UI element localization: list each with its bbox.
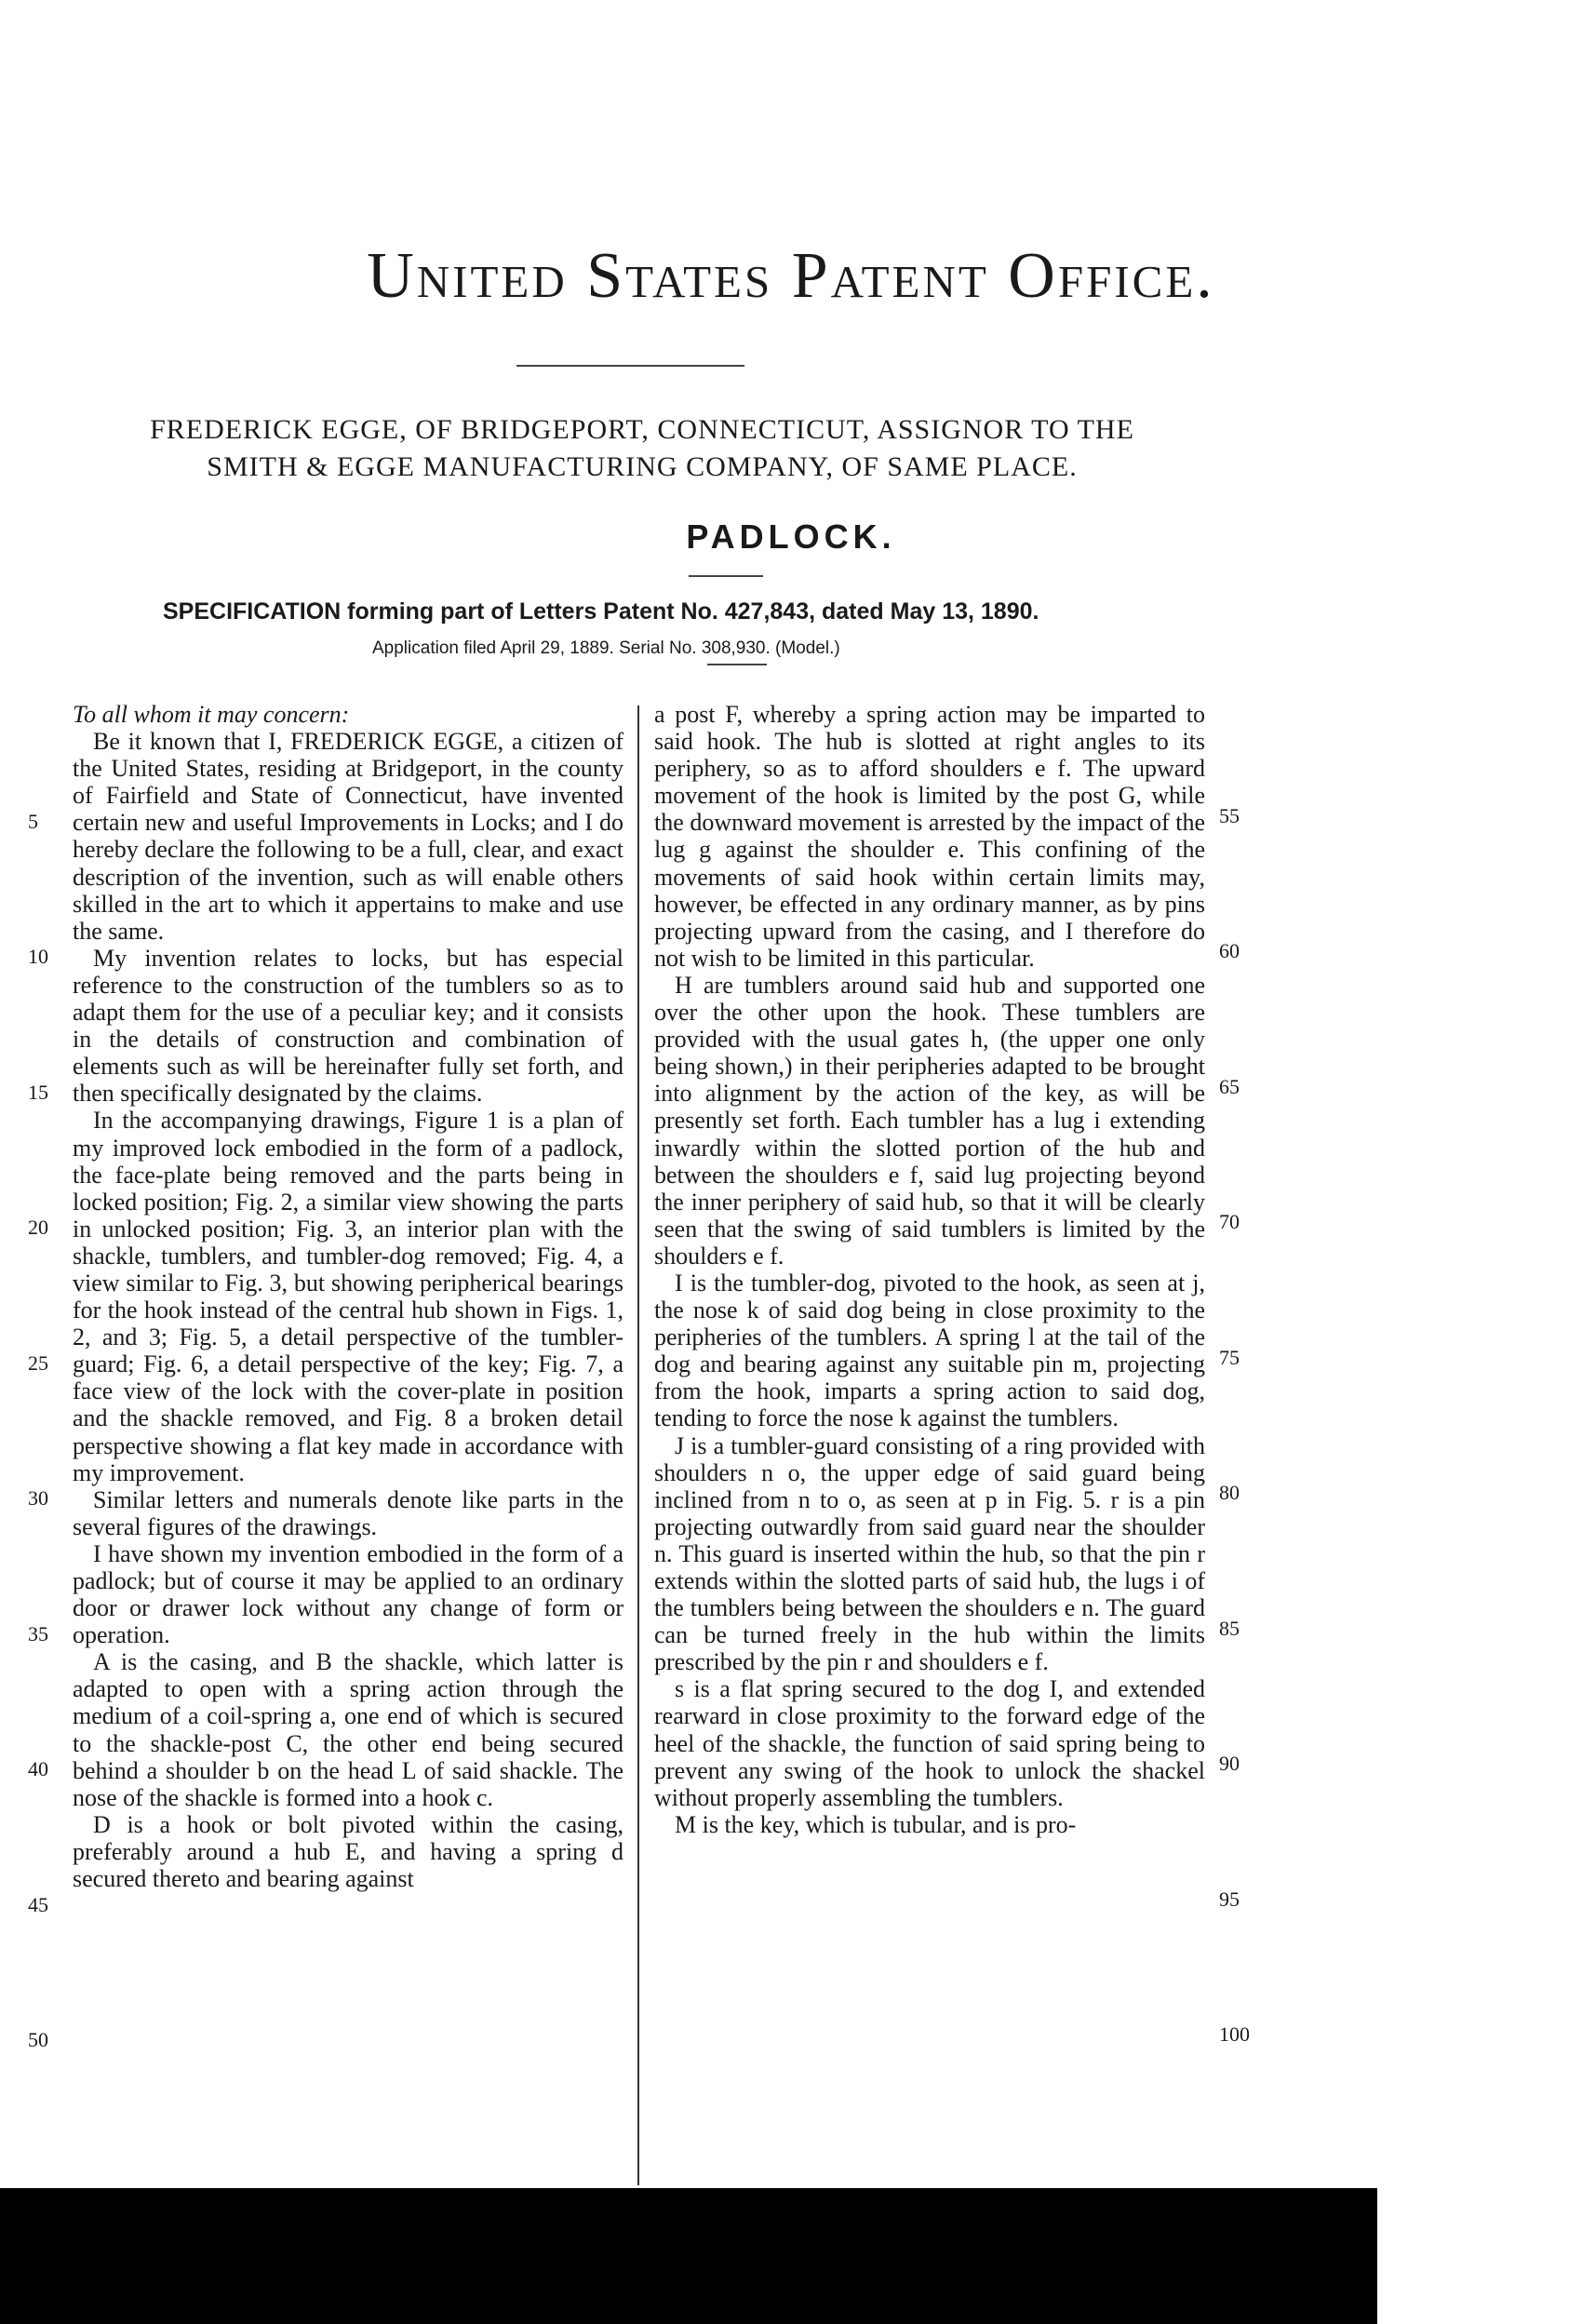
paragraph: I is the tumbler-dog, pivoted to the hook, as seen at j, the nose k of said dog being in close proximity to the peripheries of the tumblers. A spring l at the tail of the dog and bearing against any suitable pin m, projecting from the hook, imparts a spring action to said dog, tending to force the nose k against the tumblers. (654, 1269, 1205, 1432)
line-number: 20 (28, 1216, 48, 1239)
line-number: 5 (28, 810, 38, 833)
title-rule (689, 575, 763, 577)
paragraph: A is the casing, and B the shackle, which latter is adapted to open with a spring action through the medium of a coil-spring a, one end of which is secured to the shackle-post C, the other end being secured behind a shoulder b on the head L of said shackle. The nose of the shackle is formed into a hook c. (73, 1648, 623, 1811)
line-number: 15 (28, 1081, 48, 1104)
office-title: United States Patent Office. (367, 240, 1215, 312)
right-column (654, 701, 1205, 1838)
inventor-line-1: FREDERICK EGGE, OF BRIDGEPORT, CONNECTICUT, ASSIGNOR TO THE (150, 414, 1134, 445)
line-number: 70 (1219, 1210, 1240, 1233)
line-number: 80 (1219, 1481, 1240, 1504)
line-number: 55 (1219, 804, 1240, 827)
paragraph: My invention relates to locks, but has especial reference to the construction of the tumblers so as to adapt them for the use of a peculiar key; and it consists in the details of construction and combination of elements such as will be hereinafter fully set forth, and then specifically designated by the claims. (73, 944, 623, 1108)
paragraph: H are tumblers around said hub and supported one over the other upon the hook. These tumblers are provided with the usual gates h, (the upper one only being shown,) in their peripheries adapted to be brought into alignment by the action of the key, as will be presently set forth. Each tumbler has a lug i extending inwardly within the slotted portion of the hub and between the shoulders e f, said lug projecting beyond the inner periphery of said hub, so that it will be clearly seen that the swing of said tumblers is limited by the shoulders e f. (654, 971, 1205, 1269)
line-number: 90 (1219, 1752, 1240, 1775)
paragraph: Be it known that I, FREDERICK EGGE, a citizen of the United States, residing at Bridgeport, in the county of Fairfield and State of Connecticut, have invented certain new and useful Improvements in Locks; and I do hereby declare the following to be a full, clear, and exact description of the invention, such as will enable others skilled in the art to which it appertains to make and use the same. (73, 728, 623, 945)
line-number: 40 (28, 1757, 48, 1780)
paragraph: a post F, whereby a spring action may be imparted to said hook. The hub is slotted at right angles to its periphery, so as to afford shoulders e f. The upward movement of the hook is limited by the post G, while the downward movement is arrested by the impact of the lug g against the shoulder e. This confining of the movements of said hook within certain limits may, however, be effected in any ordinary manner, as by pins projecting upward from the casing, and I therefore do not wish to be limited in this particular. (654, 701, 1205, 972)
line-number: 30 (28, 1486, 48, 1510)
document-title: PADLOCK. (686, 517, 896, 556)
application-rule (707, 664, 767, 665)
line-number: 50 (28, 2028, 48, 2051)
inventor-block (84, 411, 1200, 486)
line-number: 45 (28, 1893, 48, 1916)
application-line: Application filed April 29, 1889. Serial No. 308,930. (Model.) (372, 638, 840, 658)
paragraph: D is a hook or bolt pivoted within the casing, preferably around a hub E, and having a spring d secured thereto and bearing against (73, 1810, 623, 1893)
line-number: 85 (1219, 1617, 1240, 1640)
inventor-line-2: SMITH & EGGE MANUFACTURING COMPANY, OF SAME PLACE. (207, 451, 1078, 482)
paragraph: J is a tumbler-guard consisting of a ring provided with shoulders n o, the upper edge of said guard being inclined from n to o, as seen at p in Fig. 5. r is a pin projecting outwardly from said guard near the shoulder n. This guard is inserted within the hub, so that the pin r extends within the slotted parts of said hub, the lugs i of the tumblers being between the shoulders e n. The guard can be turned freely in the hub within the limits prescribed by the pin r and shoulders e f. (654, 1431, 1205, 1676)
paragraph: M is the key, which is tubular, and is pro- (675, 1810, 1077, 1838)
line-number: 60 (1219, 939, 1240, 962)
salutation: To all whom it may concern: (73, 701, 350, 728)
scan-edge-bar (0, 2188, 1377, 2324)
specification-line: SPECIFICATION forming part of Letters Patent No. 427,843, dated May 13, 1890. (163, 598, 1039, 625)
header-rule (516, 365, 744, 367)
line-number: 100 (1219, 2022, 1250, 2046)
line-number: 25 (28, 1351, 48, 1375)
line-number: 95 (1219, 1887, 1240, 1911)
line-number: 10 (28, 945, 48, 968)
line-number: 35 (28, 1622, 48, 1646)
paragraph: I have shown my invention embodied in the form of a padlock; but of course it may be applied to an ordinary door or drawer lock without any change of form or operation. (73, 1539, 623, 1649)
paragraph: s is a flat spring secured to the dog I, and extended rearward in close proximity to the forward edge of the heel of the shackle, the function of said spring being to prevent any swing of the hook to unlock the shackel without properly assembling the tumblers. (654, 1675, 1205, 1811)
paragraph: Similar letters and numerals denote like parts in the several figures of the drawings. (73, 1485, 623, 1540)
line-number: 65 (1219, 1075, 1240, 1098)
column-divider (637, 705, 639, 2185)
paragraph: In the accompanying drawings, Figure 1 is a plan of my improved lock embodied in the form of a padlock, the face-plate being removed and the parts being in locked position; Fig. 2, a similar view showing the parts in unlocked position; Fig. 3, an interior plan with the shackle, tumblers, and tumbler-dog removed; Fig. 4, a view similar to Fig. 3, but showing peripherical bearings for the hook instead of the central hub shown in Figs. 1, 2, and 3; Fig. 5, a detail perspective of the tumbler-guard; Fig. 6, a detail perspective of the key; Fig. 7, a face view of the lock with the cover-plate in position and the shackle removed, and Fig. 8 a broken detail perspective showing a flat key made in accordance with my improvement. (73, 1107, 623, 1486)
left-column (73, 701, 623, 1892)
line-number: 75 (1219, 1346, 1240, 1369)
